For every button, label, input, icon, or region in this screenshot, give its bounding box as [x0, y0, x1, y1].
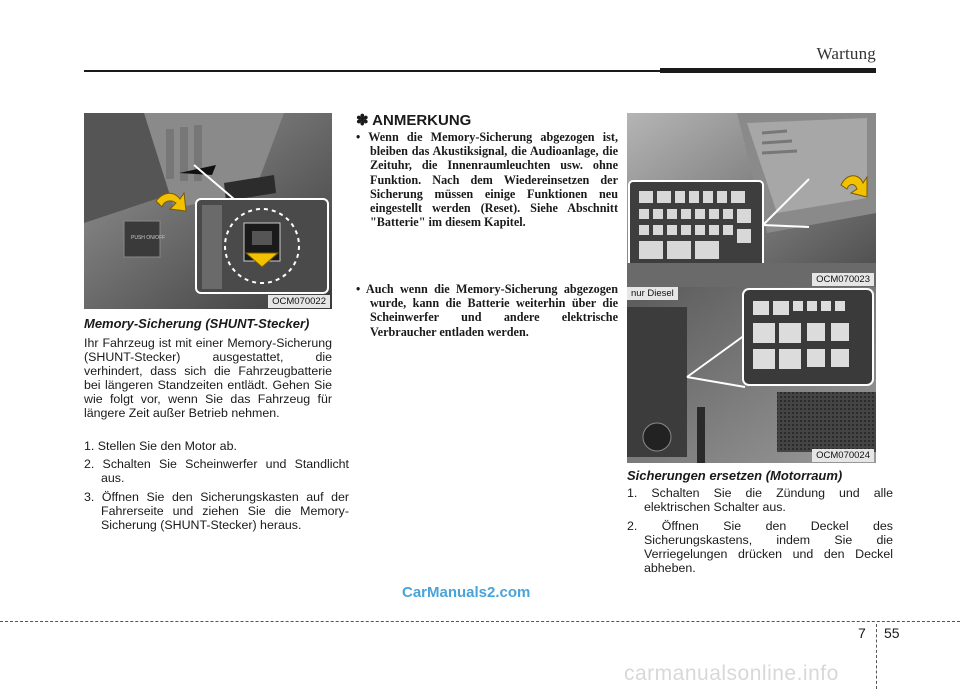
- site-watermark[interactable]: CarManuals2.com: [402, 584, 531, 601]
- replace-step-2: 2. Öffnen Sie den Deckel des Sicherungskastens, indem Sie die Verriegelungen drücken und den Deckel abheben.: [627, 519, 893, 575]
- image-code: OCM070022: [268, 295, 330, 308]
- diesel-fuse-box-photo: [627, 287, 876, 463]
- step-1: 1. Stellen Sie den Motor ab.: [84, 439, 237, 453]
- footer-divider: [876, 624, 877, 689]
- chapter-number: 7: [858, 625, 866, 641]
- section-title: Wartung: [816, 44, 876, 63]
- right-caption: Sicherungen ersetzen (Motorraum): [627, 468, 843, 483]
- note-item-1: • Wenn die Memory-Sicherung abgezogen ist, bleiben das Akustiksignal, die Audioanlage, die Zeituhr, die Innenraumleuchten usw. ohne Funktion. Nach dem Wiedereinsetzen der Sicherung müssen einige Funktionen neu eingestellt werden (Reset). Siehe Abschnitt "Batterie" im diesem Kapitel.: [356, 130, 618, 230]
- step-3: 3. Öffnen Sie den Sicherungskasten auf der Fahrerseite und ziehen Sie die Memory-Sicherung (SHUNT-Stecker) heraus.: [84, 490, 349, 532]
- engine-fuse-box-photo: [627, 113, 876, 287]
- note-title: ✽ ANMERKUNG: [356, 112, 472, 129]
- note-item-2: • Auch wenn die Memory-Sicherung abgezogen wurde, kann die Batterie weiterhin über die Scheinwerfer und andere elektrische Verbraucher entladen werden.: [356, 282, 618, 339]
- shunt-fuse-photo: [84, 113, 332, 309]
- site-watermark-2[interactable]: carmanualsonline.info: [624, 662, 839, 685]
- header-rule: [84, 70, 660, 72]
- push-button-label: PUSH ON/OFF: [131, 235, 166, 241]
- image-code-bottom: OCM070024: [812, 449, 874, 462]
- left-caption: Memory-Sicherung (SHUNT-Stecker): [84, 316, 310, 331]
- header-rule-accent: [660, 68, 876, 73]
- intro-paragraph: Ihr Fahrzeug ist mit einer Memory-Sicherung (SHUNT-Stecker) ausgestattet, die verhindert, dass sich die Fahrzeugbatterie bei längeren Standzeiten entlädt. Gehen Sie wie folgt vor, wenn Sie das Fahrzeug für längere Zeit außer Betrieb nehmen.: [84, 336, 332, 420]
- step-2: 2. Schalten Sie Scheinwerfer und Standlicht aus.: [84, 457, 349, 485]
- image-code-top: OCM070023: [812, 273, 874, 286]
- footer-rule: [0, 621, 960, 622]
- page-number: 55: [884, 625, 900, 641]
- replace-step-1: 1. Schalten Sie die Zündung und alle elektrischen Schalter aus.: [627, 486, 893, 514]
- diesel-only-tag: nur Diesel: [627, 287, 678, 300]
